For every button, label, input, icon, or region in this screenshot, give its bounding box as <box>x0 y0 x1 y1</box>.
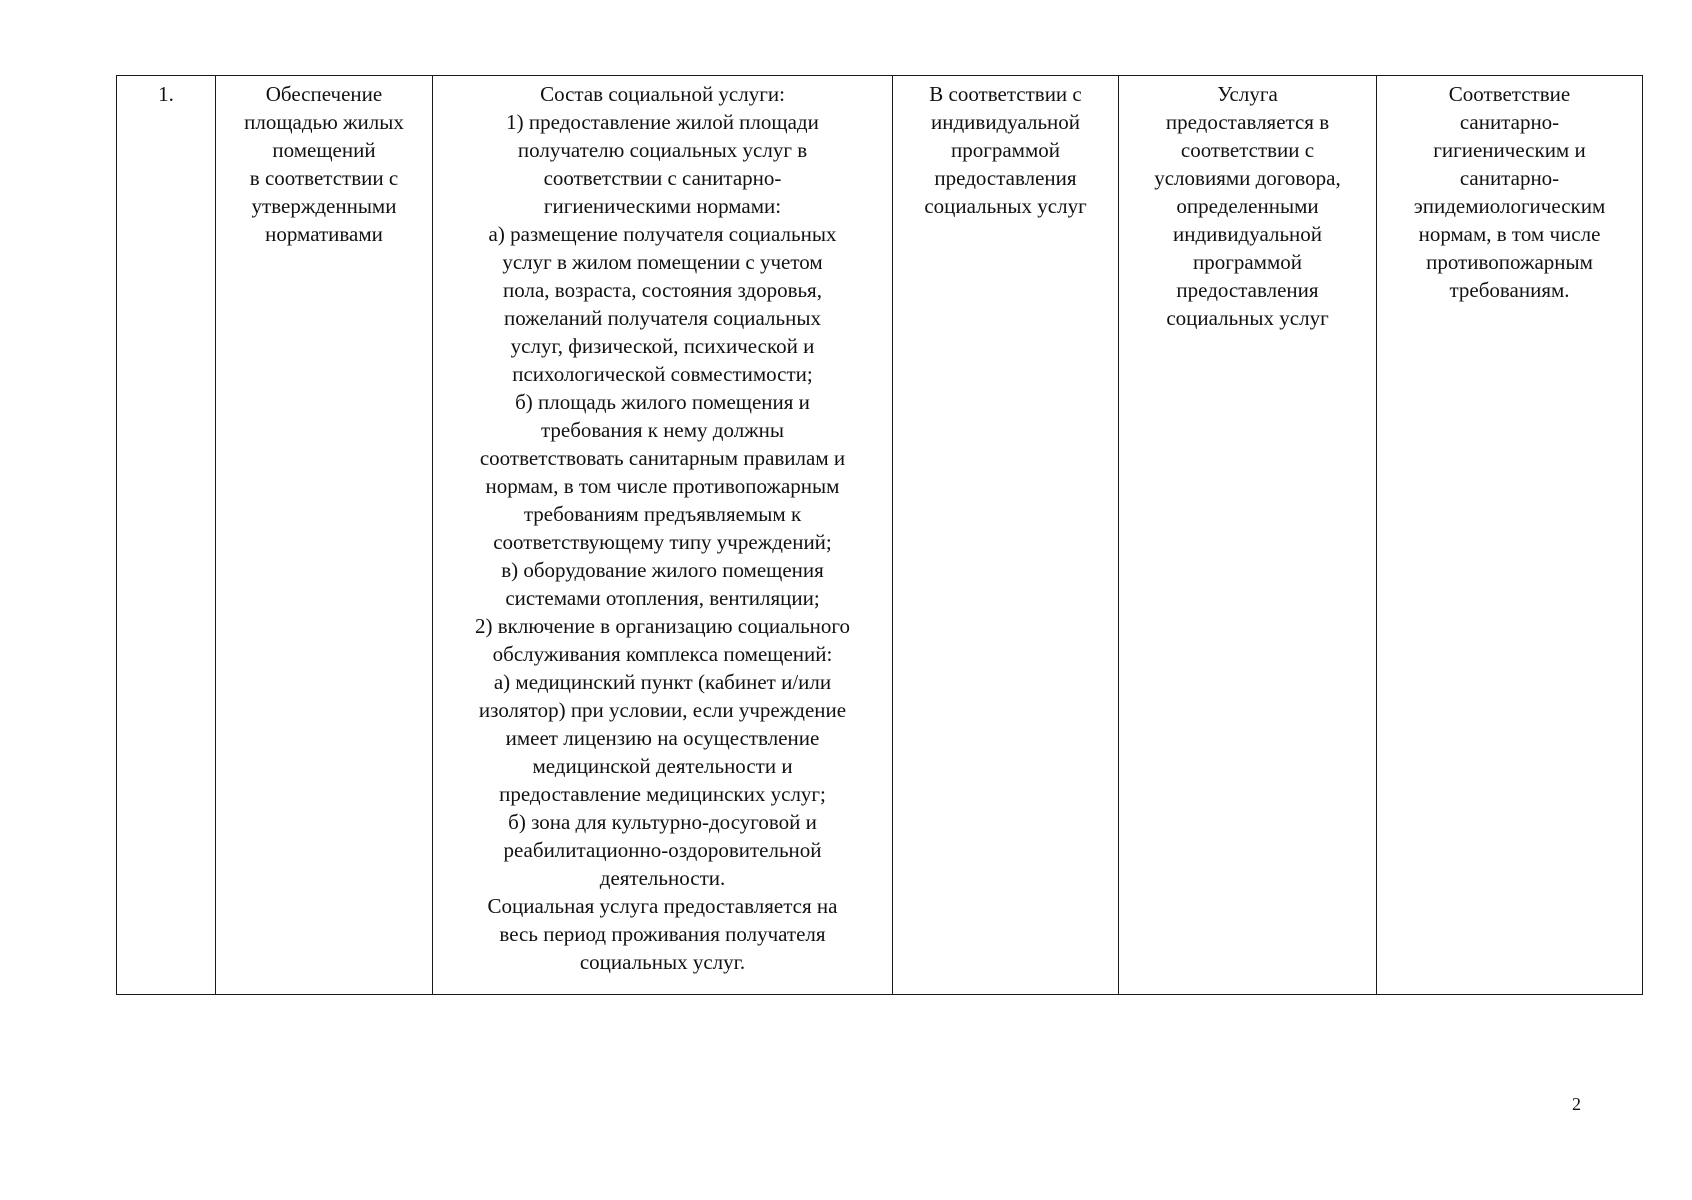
text-line: санитарно- <box>1459 110 1560 134</box>
text-line: требования к нему должны <box>540 418 785 442</box>
text-line: реабилитационно-оздоровительной <box>503 838 822 862</box>
text-line: помещений <box>272 138 376 162</box>
text-line: эпидемиологическим <box>1413 194 1606 218</box>
text-line: услуг в жилом помещении с учетом <box>502 250 823 274</box>
text-line: Состав социальной услуги: <box>540 82 785 106</box>
text-line: Социальная услуга предоставляется на <box>487 894 838 918</box>
service-term-text <box>899 80 1112 220</box>
table-row <box>117 76 1643 995</box>
service-quality-cell <box>1377 76 1643 995</box>
text-line: предоставления <box>1176 278 1319 302</box>
text-line: условиями договора, <box>1154 166 1341 190</box>
service-name-text <box>222 80 426 248</box>
text-line: индивидуальной <box>1173 222 1322 246</box>
text-line: изолятор) при условии, если учреждение <box>478 698 847 722</box>
text-line: нормам, в том числе противопожарным <box>485 474 840 498</box>
text-line: требованиям. <box>1449 278 1570 302</box>
text-line: получателю социальных услуг в <box>517 138 808 162</box>
text-line: требованиям предъявляемым к <box>523 502 802 526</box>
service-content-text <box>439 80 886 976</box>
text-line: В соответствии с <box>929 82 1082 106</box>
text-line: Соответствие <box>1448 82 1571 106</box>
row-number-cell <box>117 76 216 995</box>
text-line: определенными <box>1176 194 1319 218</box>
service-name-cell <box>216 76 433 995</box>
text-line: психологической совместимости; <box>512 362 813 386</box>
text-line: соответствующему типу учреждений; <box>493 530 832 554</box>
text-line: программой <box>951 138 1060 162</box>
text-line: в соответствии с <box>249 166 399 190</box>
text-line: б) зона для культурно-досуговой и <box>508 810 817 834</box>
text-line: социальных услуг <box>1166 306 1329 330</box>
text-line: в) оборудование жилого помещения <box>501 558 824 582</box>
text-line: а) размещение получателя социальных <box>488 222 837 246</box>
text-line: соответствии с санитарно- <box>543 166 782 190</box>
service-quality-text <box>1383 80 1636 304</box>
text-line: а) медицинский пункт (кабинет и/или <box>493 670 832 694</box>
text-line: нормам, в том числе <box>1418 222 1601 246</box>
text-line: имеет лицензию на осуществление <box>505 726 820 750</box>
service-conditions-cell <box>1119 76 1377 995</box>
text-line: соответствии с <box>1180 138 1315 162</box>
text-line: весь период проживания получателя <box>499 922 826 946</box>
service-term-cell <box>893 76 1119 995</box>
text-line: пожеланий получателя социальных <box>504 306 821 330</box>
page-number: 2 <box>1572 1094 1581 1114</box>
text-line: индивидуальной <box>931 110 1080 134</box>
text-line: деятельности. <box>599 866 726 890</box>
text-line: Обеспечение <box>265 82 383 106</box>
text-line: соответствовать санитарным правилам и <box>479 446 846 470</box>
text-line: социальных услуг <box>924 194 1087 218</box>
text-line: предоставляется в <box>1165 110 1330 134</box>
text-line: б) площадь жилого помещения и <box>515 390 810 414</box>
text-line: гигиеническим и <box>1433 138 1586 162</box>
text-line: обслуживания комплекса помещений: <box>492 642 833 666</box>
text-line: нормативами <box>265 222 383 246</box>
service-conditions-text <box>1125 80 1370 332</box>
text-line: программой <box>1193 250 1302 274</box>
service-content-cell <box>433 76 893 995</box>
text-line: гигиеническими нормами: <box>543 194 782 218</box>
text-line: предоставления <box>934 166 1077 190</box>
services-table <box>116 75 1643 995</box>
text-line: площадью жилых <box>244 110 404 134</box>
text-line: пола, возраста, состояния здоровья, <box>503 278 822 302</box>
text-line: системами отопления, вентиляции; <box>505 586 820 610</box>
text-line: социальных услуг. <box>579 950 746 974</box>
text-line: услуг, физической, психической и <box>510 334 815 358</box>
text-line: утвержденными <box>251 194 397 218</box>
text-line: санитарно- <box>1459 166 1560 190</box>
text-line: предоставление медицинских услуг; <box>499 782 826 806</box>
text-line: противопожарным <box>1426 250 1593 274</box>
text-line: Услуга <box>1217 82 1278 106</box>
row-number: 1. <box>158 82 174 106</box>
text-line: медицинской деятельности и <box>532 754 793 778</box>
text-line: 1) предоставление жилой площади <box>506 110 819 134</box>
text-line: 2) включение в организацию социального <box>475 614 850 638</box>
